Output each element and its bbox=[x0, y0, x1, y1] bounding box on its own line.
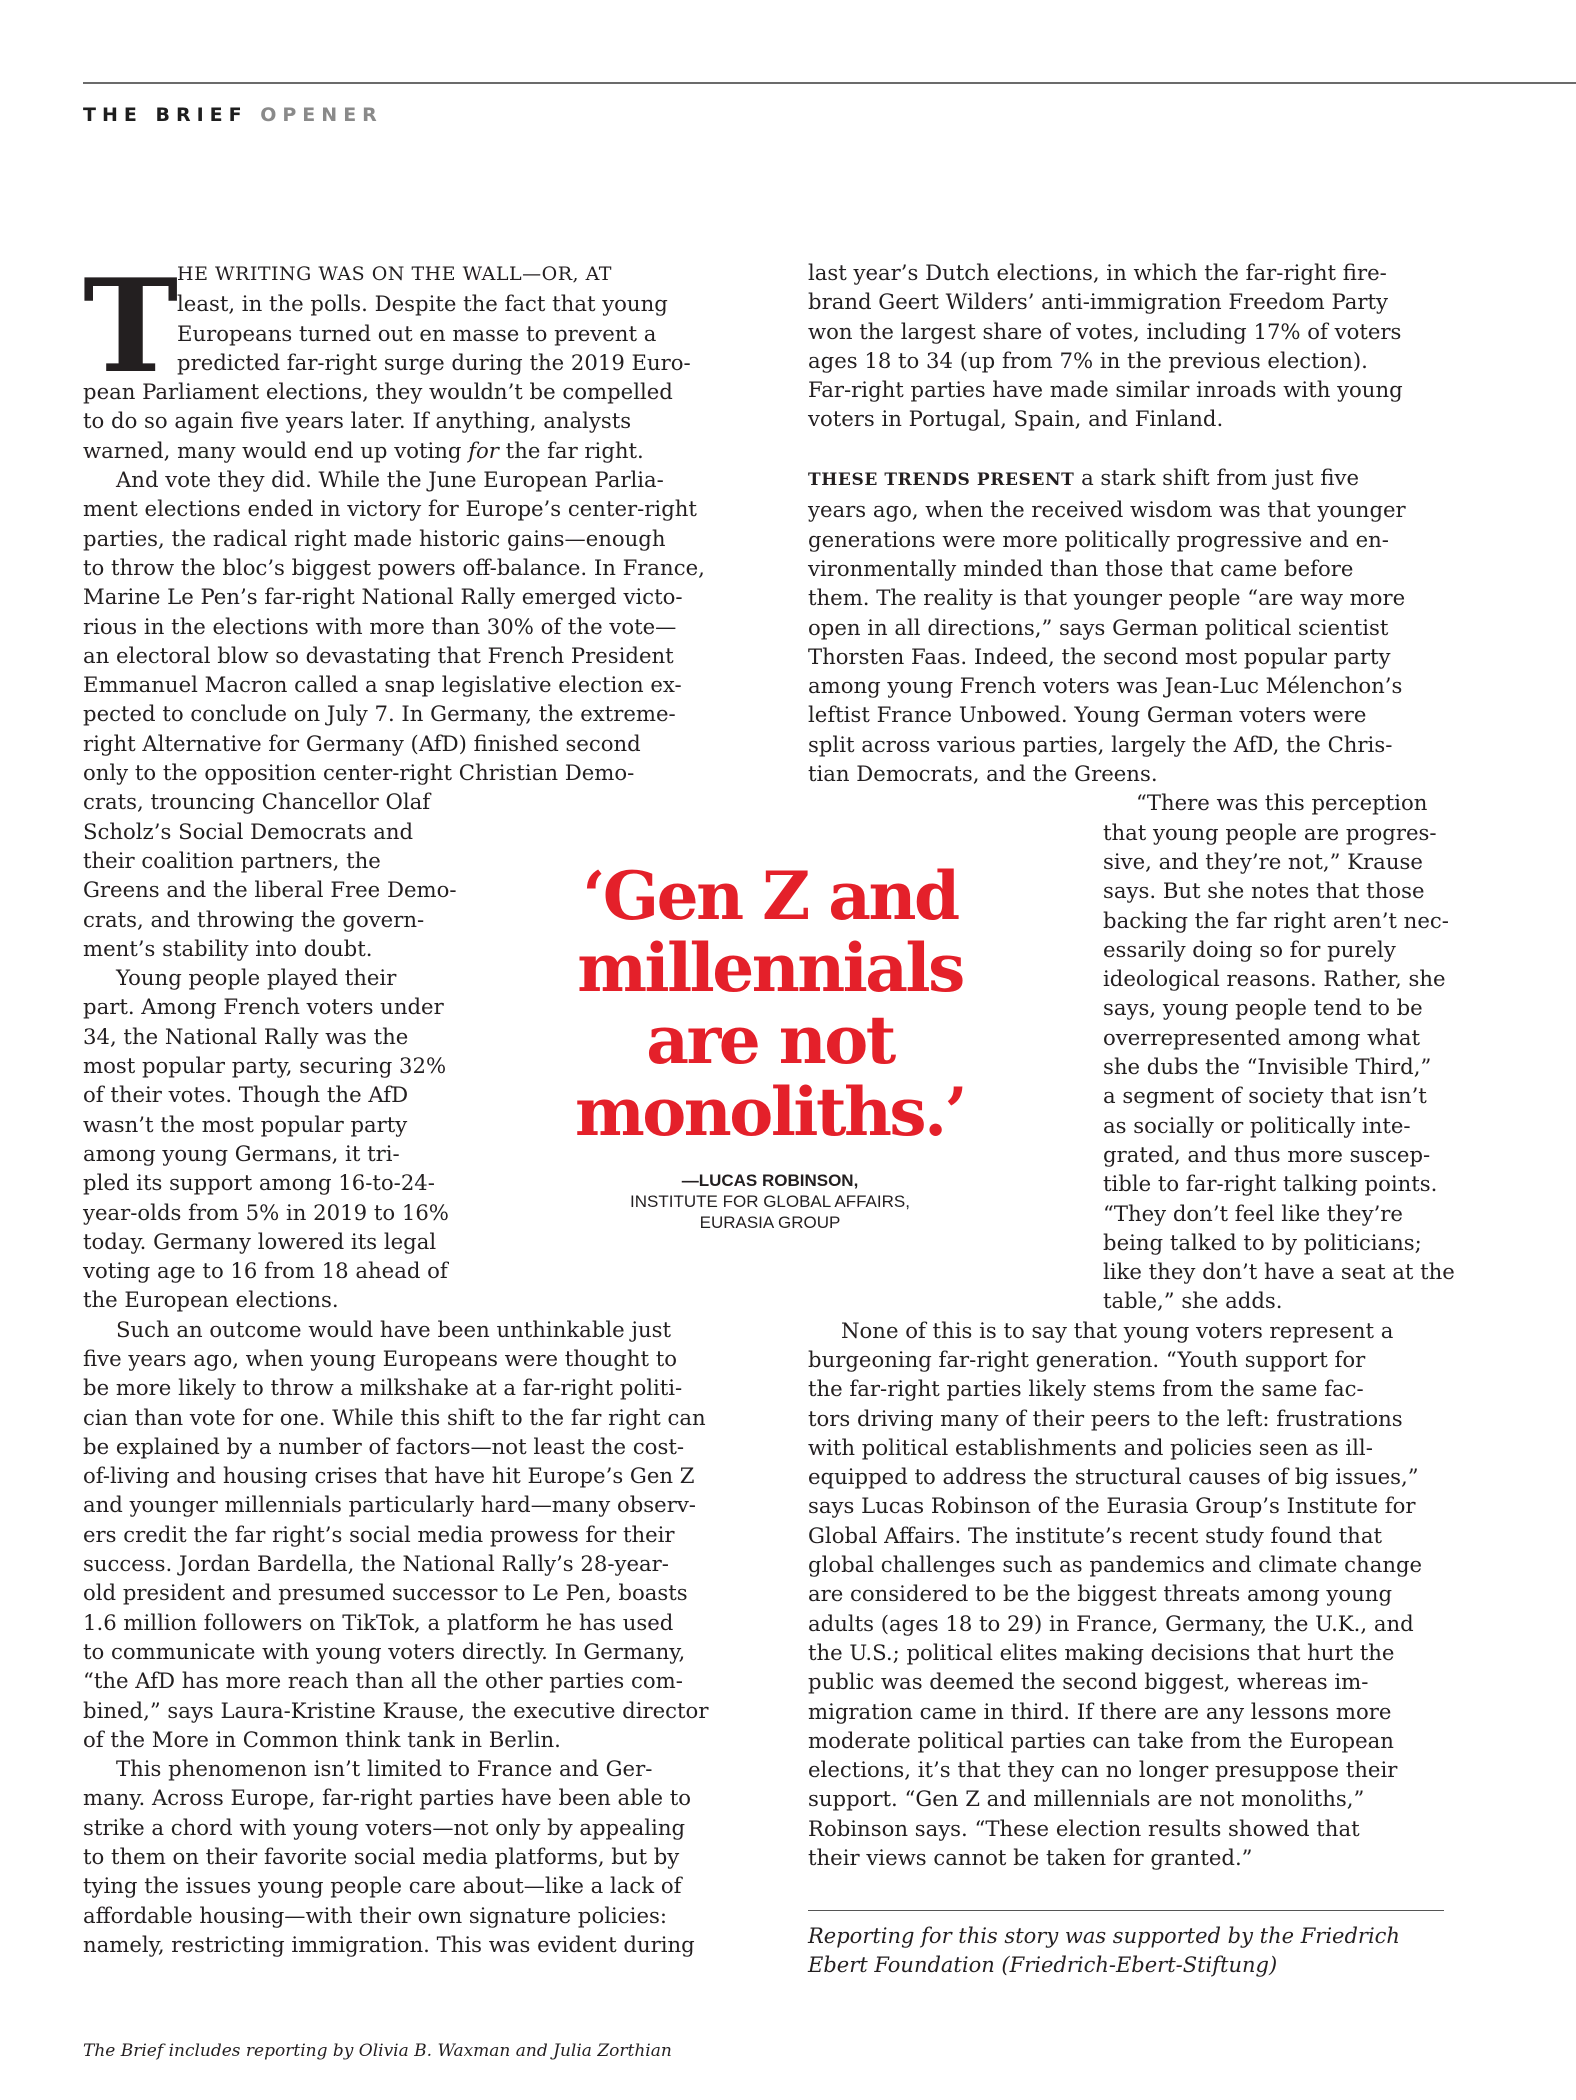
article-line: of the More in Common think tank in Berlin. bbox=[83, 1726, 561, 1752]
article-line: voters in Portugal, Spain, and Finland. bbox=[808, 406, 1224, 432]
article-line: five years ago, when young Europeans were thought to bbox=[83, 1345, 678, 1371]
article-line: “There was this perception bbox=[1136, 790, 1428, 816]
pull-quote-line: millennials bbox=[577, 929, 963, 1007]
article-line: tors driving many of their peers to the left: frustrations bbox=[808, 1405, 1403, 1431]
article-line: says Lucas Robinson of the Eurasia Group’s Institute for bbox=[808, 1493, 1416, 1519]
article-line: support. “Gen Z and millennials are not monoliths,” bbox=[808, 1786, 1365, 1812]
article-line: wasn’t the most popular party bbox=[83, 1111, 408, 1137]
article-line: and younger millennials particularly hard—many observ- bbox=[83, 1492, 696, 1518]
section-kicker: THE BRIEF bbox=[83, 104, 248, 126]
section-header bbox=[83, 104, 383, 126]
article-line: of their votes. Though the AfD bbox=[83, 1082, 409, 1108]
article-line: leftist France Unbowed. Young German voters were bbox=[808, 702, 1367, 728]
article-line: she dubs the “Invisible Third,” bbox=[1103, 1054, 1432, 1080]
pull-quote-line: ‘Gen Z and bbox=[582, 857, 958, 935]
article-line: most popular party, securing 32% bbox=[83, 1053, 447, 1079]
pull-quote-line: monoliths.’ bbox=[574, 1073, 966, 1151]
article-line: Robinson says. “These election results showed that bbox=[808, 1815, 1360, 1841]
article-line: And vote they did. While the June European Parlia- bbox=[116, 467, 664, 493]
article-line: THESE TRENDS PRESENT a stark shift from just five bbox=[808, 465, 1360, 491]
top-rule bbox=[83, 82, 1576, 84]
article-line: says. But she notes that those bbox=[1103, 878, 1425, 904]
article-line: Thorsten Faas. Indeed, the second most popular party bbox=[808, 643, 1391, 669]
article-line: bined,” says Laura-Kristine Krause, the executive director bbox=[83, 1697, 709, 1723]
article-line: Europeans turned out en masse to prevent a bbox=[177, 320, 657, 346]
reporting-credits: The Brief includes reporting by Olivia B. Waxman and Julia Zorthian bbox=[83, 2041, 672, 2061]
article-line: global challenges such as pandemics and climate change bbox=[808, 1552, 1423, 1578]
article-line: right Alternative for Germany (AfD) finished second bbox=[83, 730, 641, 756]
article-line: ment’s stability into doubt. bbox=[83, 935, 373, 961]
article-line: ment elections ended in victory for Europe’s center-right bbox=[83, 496, 697, 522]
pull-quote-text bbox=[520, 857, 1020, 1151]
article-line: “the AfD has more reach than all the other parties com- bbox=[83, 1668, 683, 1694]
article-line: old president and presumed successor to Le Pen, boasts bbox=[83, 1580, 688, 1606]
article-line: 1.6 million followers on TikTok, a platform he has used bbox=[83, 1609, 674, 1635]
support-note-line: Reporting for this story was supported by the Friedrich bbox=[808, 1924, 1400, 1948]
attribution-name: —LUCAS ROBINSON, bbox=[681, 1171, 859, 1190]
pull-quote-attribution bbox=[520, 1170, 1020, 1233]
article-line: ers credit the far right’s social media prowess for their bbox=[83, 1521, 675, 1547]
article-line: moderate political parties can take from the European bbox=[808, 1727, 1394, 1753]
article-line: cian than vote for one. While this shift to the far right can bbox=[83, 1404, 706, 1430]
support-note-line: Ebert Foundation (Friedrich-Ebert-Stiftung) bbox=[808, 1953, 1278, 1978]
article-line: least, in the polls. Despite the fact that young bbox=[177, 291, 668, 317]
article-line: None of this is to say that young voters represent a bbox=[841, 1317, 1394, 1343]
article-line: among young Germans, it tri- bbox=[83, 1140, 400, 1166]
article-line: parties, the radical right made historic gains—enough bbox=[83, 525, 666, 551]
article-line: adults (ages 18 to 29) in France, Germany, the U.K., and bbox=[808, 1610, 1414, 1636]
article-line: being talked to by politicians; bbox=[1103, 1229, 1422, 1255]
pull-quote bbox=[520, 857, 1020, 1233]
article-line: their views cannot be taken for granted.” bbox=[808, 1845, 1253, 1871]
article-line: them. The reality is that younger people “are way more bbox=[808, 585, 1406, 611]
article-line: rious in the elections with more than 30% of the vote— bbox=[83, 613, 677, 639]
article-line: backing the far right aren’t nec- bbox=[1103, 907, 1449, 933]
article-line bbox=[83, 258, 733, 289]
article-line: with political establishments and policies seen as ill- bbox=[808, 1434, 1373, 1460]
article-line: generations were more politically progressive and en- bbox=[808, 526, 1389, 552]
article-line: to communicate with young voters directly. In Germany, bbox=[83, 1638, 686, 1664]
article-line: part. Among French voters under bbox=[83, 994, 444, 1020]
article-line: “They don’t feel like they’re bbox=[1103, 1200, 1403, 1226]
notes-divider bbox=[808, 1910, 1444, 1911]
drop-cap: T bbox=[83, 252, 179, 402]
article-line: Far-right parties have made similar inroads with young bbox=[808, 377, 1403, 403]
article-line: elections, it’s that they can no longer presuppose their bbox=[808, 1757, 1398, 1783]
article-line: Scholz’s Social Democrats and bbox=[83, 818, 414, 844]
section-subkicker: OPENER bbox=[260, 104, 383, 126]
article-line: tying the issues young people care about—like a lack of bbox=[83, 1873, 682, 1899]
article-line: only to the opposition center-right Christian Demo- bbox=[83, 760, 635, 786]
attribution-organization: EURASIA GROUP bbox=[699, 1213, 841, 1232]
article-line: strike a chord with young voters—not only by appealing bbox=[83, 1814, 686, 1840]
article-line bbox=[808, 434, 1458, 463]
run-in-heading: THESE TRENDS PRESENT bbox=[808, 470, 1075, 491]
article-line: won the largest share of votes, including 17% of voters bbox=[808, 318, 1402, 344]
article-line: voting age to 16 from 18 ahead of bbox=[83, 1258, 448, 1284]
article-line: a segment of society that isn’t bbox=[1103, 1083, 1427, 1109]
article-line: like they don’t have a seat at the bbox=[1103, 1259, 1455, 1285]
article-line: years ago, when the received wisdom was that younger bbox=[808, 497, 1406, 523]
article-line: grated, and thus more suscep- bbox=[1103, 1141, 1431, 1167]
pull-quote-line: are not bbox=[646, 1001, 894, 1079]
article-line: warned, many would end up voting for the far right. bbox=[83, 437, 644, 463]
article-line: many. Across Europe, far-right parties have been able to bbox=[83, 1785, 692, 1811]
article-line: This phenomenon isn’t limited to France and Ger- bbox=[116, 1756, 653, 1782]
lead-in-caps: HE WRITING WAS ON THE WALL—OR, AT bbox=[177, 263, 612, 285]
article-line: Such an outcome would have been unthinkable just bbox=[116, 1316, 672, 1342]
article-line: public was deemed the second biggest, whereas im- bbox=[808, 1669, 1369, 1695]
article-line: their coalition partners, the bbox=[83, 847, 381, 873]
article-line: predicted far-right surge during the 2019 Euro- bbox=[177, 349, 691, 375]
article-line: ages 18 to 34 (up from 7% in the previous election). bbox=[808, 347, 1368, 373]
article-line: pled its support among 16-to-24- bbox=[83, 1170, 435, 1196]
article-line: are considered to be the biggest threats among young bbox=[808, 1581, 1393, 1607]
article-line: 34, the National Rally was the bbox=[83, 1023, 409, 1049]
article-line: as socially or politically inte- bbox=[1103, 1112, 1411, 1138]
article-line: vironmentally minded than those that came before bbox=[808, 555, 1354, 581]
article-line: the far-right parties likely stems from the same fac- bbox=[808, 1376, 1364, 1402]
article-line: be explained by a number of factors—not least the cost- bbox=[83, 1433, 684, 1459]
article-line: to throw the bloc’s biggest powers off-balance. In France, bbox=[83, 554, 705, 580]
article-line: pean Parliament elections, they wouldn’t be compelled bbox=[83, 379, 673, 405]
article-line: equipped to address the structural causes of big issues,” bbox=[808, 1464, 1419, 1490]
article-line: burgeoning far-right generation. “Youth support for bbox=[808, 1346, 1366, 1372]
support-note bbox=[808, 1922, 1400, 1981]
article-line: sive, and they’re not,” Krause bbox=[1103, 848, 1423, 874]
article-line: to do so again five years later. If anything, analysts bbox=[83, 408, 632, 434]
emphasis: for bbox=[468, 437, 499, 463]
article-line: table,” she adds. bbox=[1103, 1288, 1283, 1314]
article-line: says, young people tend to be bbox=[1103, 995, 1423, 1021]
article-line: that young people are progres- bbox=[1103, 819, 1437, 845]
article-line: among young French voters was Jean-Luc Mélenchon’s bbox=[808, 673, 1403, 699]
article-line: today. Germany lowered its legal bbox=[83, 1228, 437, 1254]
article-line: namely, restricting immigration. This was evident during bbox=[83, 1931, 695, 1957]
article-line: the U.S.; political elites making decisions that hurt the bbox=[808, 1639, 1395, 1665]
article-line: essarily doing so for purely bbox=[1103, 936, 1396, 962]
article-line: Marine Le Pen’s far-right National Rally emerged victo- bbox=[83, 584, 683, 610]
article-line: be more likely to throw a milkshake at a far-right politi- bbox=[83, 1375, 683, 1401]
article-line: crats, trouncing Chancellor Olaf bbox=[83, 789, 431, 815]
article-line: Young people played their bbox=[116, 965, 397, 991]
article-line: split across various parties, largely the AfD, the Chris- bbox=[808, 731, 1393, 757]
article-line: affordable housing—with their own signature policies: bbox=[83, 1902, 668, 1928]
attribution-affiliation: INSTITUTE FOR GLOBAL AFFAIRS, bbox=[630, 1192, 910, 1211]
article-line: an electoral blow so devastating that French President bbox=[83, 642, 674, 668]
article-line: success. Jordan Bardella, the National Rally’s 28-year- bbox=[83, 1551, 669, 1577]
article-line: last year’s Dutch elections, in which the far-right fire- bbox=[808, 260, 1387, 285]
article-line: overrepresented among what bbox=[1103, 1024, 1421, 1050]
article-line: brand Geert Wilders’ anti-immigration Freedom Party bbox=[808, 289, 1388, 315]
article-line: Emmanuel Macron called a snap legislative election ex- bbox=[83, 672, 682, 698]
article-line: ideological reasons. Rather, she bbox=[1103, 966, 1446, 992]
article-line: pected to conclude on July 7. In Germany, the extreme- bbox=[83, 701, 676, 727]
article-line: the European elections. bbox=[83, 1287, 339, 1313]
article-line: crats, and throwing the govern- bbox=[83, 906, 425, 932]
article-line: of-living and housing crises that have hit Europe’s Gen Z bbox=[83, 1463, 695, 1489]
article-line: open in all directions,” says German political scientist bbox=[808, 614, 1389, 640]
article-line: tian Democrats, and the Greens. bbox=[808, 761, 1158, 787]
article-line: migration came in third. If there are any lessons more bbox=[808, 1698, 1392, 1724]
article-line: to them on their favorite social media platforms, but by bbox=[83, 1844, 680, 1870]
article-line: year-olds from 5% in 2019 to 16% bbox=[83, 1199, 449, 1225]
article-line: Greens and the liberal Free Demo- bbox=[83, 877, 457, 903]
article-line: Global Affairs. The institute’s recent study found that bbox=[808, 1522, 1382, 1548]
article-line: tible to far-right talking points. bbox=[1103, 1171, 1438, 1197]
